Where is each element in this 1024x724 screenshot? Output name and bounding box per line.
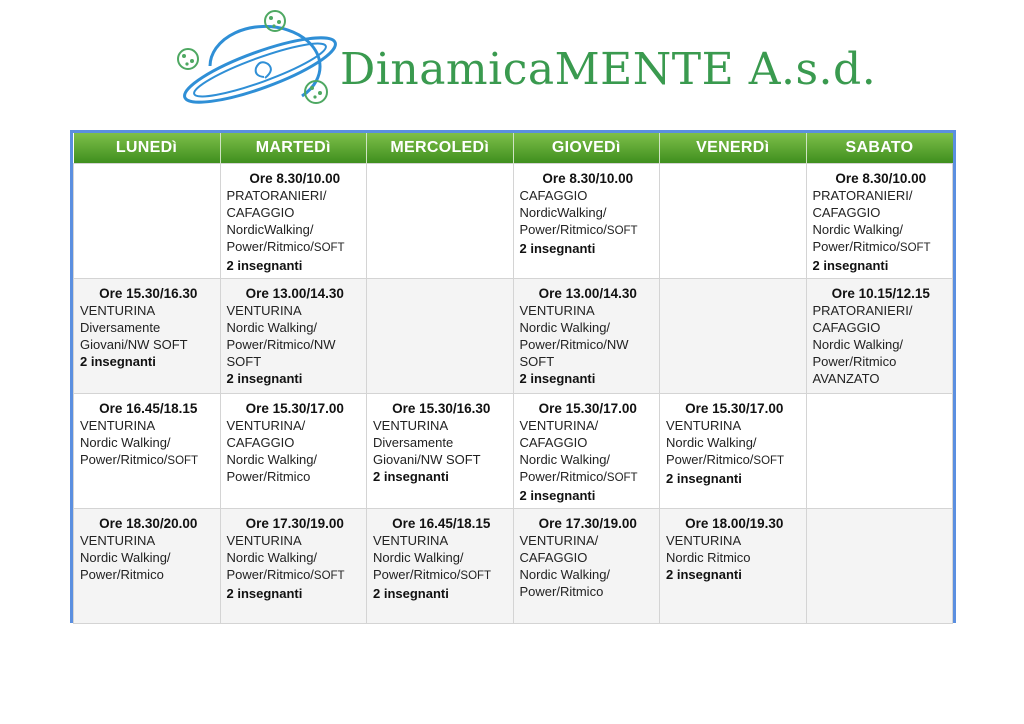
class-detail: CAFAGGIO: [812, 320, 881, 335]
class-detail: SOFT: [519, 354, 555, 369]
class-detail: VENTURINA: [80, 418, 156, 433]
schedule-row: [74, 509, 953, 624]
teacher-count: 2 insegnanti: [519, 488, 596, 503]
class-cell-saturday: [806, 394, 953, 509]
teacher-count: 2 insegnanti: [812, 258, 889, 273]
class-cell-saturday: [806, 509, 953, 624]
class-time: Ore 8.30/10.00: [835, 171, 927, 186]
class-cell-monday: [74, 394, 221, 509]
class-cell-friday: [660, 394, 807, 509]
class-detail-main: Power/Ritmico/: [226, 239, 314, 254]
class-time: Ore 8.30/10.00: [249, 171, 341, 186]
class-detail: CAFAGGIO: [519, 188, 588, 203]
day-header-tuesday: MARTEDì: [220, 133, 367, 164]
class-detail: Nordic Walking/: [80, 435, 171, 450]
class-detail-suffix: SOFT: [167, 455, 199, 467]
day-header-wednesday: MERCOLEDì: [367, 133, 514, 164]
class-detail: Nordic Walking/: [812, 337, 904, 352]
class-detail: PRATORANIERI/: [812, 188, 913, 203]
class-detail: Nordic Walking/: [226, 452, 318, 467]
brand-title: DinamicaMENTE A.s.d.: [340, 44, 877, 95]
class-time: Ore 17.30/19.00: [245, 516, 344, 531]
class-detail-suffix: SOFT: [606, 225, 638, 237]
class-detail-suffix: SOFT: [313, 570, 345, 582]
class-cell-thursday: [513, 279, 660, 394]
class-time: Ore 17.30/19.00: [538, 516, 637, 531]
class-detail: [373, 566, 510, 585]
class-cell-thursday: [513, 164, 660, 279]
class-detail: Nordic Ritmico: [666, 550, 751, 565]
class-cell-friday: [660, 164, 807, 279]
schedule-table: [73, 133, 953, 624]
class-detail-suffix: SOFT: [899, 242, 931, 254]
class-detail: [227, 238, 364, 257]
class-detail: Nordic Walking/: [519, 567, 611, 582]
class-time: Ore 15.30/17.00: [538, 401, 637, 416]
class-detail: Nordic Walking/: [226, 320, 318, 335]
class-cell-tuesday: [220, 394, 367, 509]
class-detail: VENTURINA: [666, 533, 742, 548]
class-detail: Nordic Walking/: [519, 452, 611, 467]
class-detail: VENTURINA/: [226, 418, 306, 433]
class-time: Ore 18.00/19.30: [685, 516, 784, 531]
class-detail: VENTURINA: [226, 533, 302, 548]
class-detail: CAFAGGIO: [226, 435, 295, 450]
class-cell-wednesday: [367, 394, 514, 509]
schedule-row: [74, 279, 953, 394]
class-detail: Nordic Walking/: [666, 435, 757, 450]
day-header-saturday: SABATO: [806, 133, 953, 164]
teacher-count: 2 insegnanti: [519, 241, 596, 256]
class-detail: Power/Ritmico: [812, 354, 897, 369]
class-cell-friday: [660, 279, 807, 394]
class-detail: [666, 451, 803, 470]
class-detail: VENTURINA: [80, 533, 156, 548]
teacher-count: 2 insegnanti: [666, 567, 742, 582]
class-cell-monday: [74, 509, 221, 624]
class-detail-suffix: SOFT: [753, 455, 785, 467]
class-detail: VENTURINA/: [519, 418, 599, 433]
class-detail: Nordic Walking/: [373, 550, 464, 565]
class-detail: Power/Ritmico/NW: [519, 337, 629, 352]
class-time: Ore 8.30/10.00: [542, 171, 634, 186]
class-time: Ore 13.00/14.30: [245, 286, 344, 301]
class-detail-main: Power/Ritmico/: [226, 567, 314, 582]
class-detail: VENTURINA: [80, 303, 156, 318]
class-detail: Power/Ritmico: [226, 469, 311, 484]
weekly-schedule: [70, 130, 956, 623]
schedule-body: [74, 164, 953, 624]
class-detail: NordicWalking/: [226, 222, 314, 237]
class-detail: PRATORANIERI/: [812, 303, 913, 318]
class-cell-tuesday: [220, 279, 367, 394]
class-time: Ore 16.45/18.15: [99, 401, 198, 416]
class-detail-suffix: SOFT: [460, 570, 492, 582]
class-detail: Giovani/NW SOFT: [373, 452, 481, 467]
class-detail: CAFAGGIO: [812, 205, 881, 220]
class-detail: VENTURINA: [226, 303, 302, 318]
class-time: Ore 15.30/16.30: [392, 401, 491, 416]
class-detail: PRATORANIERI/: [226, 188, 327, 203]
class-cell-wednesday: [367, 164, 514, 279]
class-cell-wednesday: [367, 509, 514, 624]
class-detail-main: Power/Ritmico/: [519, 469, 607, 484]
class-detail: CAFAGGIO: [519, 550, 588, 565]
schedule-row: [74, 394, 953, 509]
class-cell-saturday: [806, 164, 953, 279]
class-detail: AVANZATO: [812, 371, 880, 386]
class-detail: CAFAGGIO: [519, 435, 588, 450]
class-cell-monday: [74, 164, 221, 279]
class-cell-friday: [660, 509, 807, 624]
class-detail: Diversamente: [80, 320, 161, 335]
class-detail-suffix: SOFT: [313, 242, 345, 254]
class-time: Ore 15.30/16.30: [99, 286, 198, 301]
teacher-count: 2 insegnanti: [226, 258, 303, 273]
class-detail-main: Power/Ritmico/: [80, 452, 168, 467]
class-detail: Nordic Walking/: [80, 550, 171, 565]
class-detail: Giovani/NW SOFT: [80, 337, 188, 352]
class-time: Ore 10.15/12.15: [831, 286, 930, 301]
class-detail: Nordic Walking/: [226, 550, 318, 565]
teacher-count: 2 insegnanti: [373, 586, 449, 601]
class-detail-main: Power/Ritmico/: [519, 222, 607, 237]
class-detail: [520, 468, 657, 487]
class-detail: [227, 566, 364, 585]
class-cell-thursday: [513, 509, 660, 624]
teacher-count: 2 insegnanti: [226, 371, 303, 386]
class-detail: CAFAGGIO: [226, 205, 295, 220]
class-detail-main: Power/Ritmico/: [373, 567, 461, 582]
class-time: Ore 18.30/20.00: [99, 516, 198, 531]
class-detail-main: Power/Ritmico/: [666, 452, 754, 467]
class-detail: VENTURINA: [373, 533, 449, 548]
class-detail: Power/Ritmico: [80, 567, 164, 582]
day-header-row: [74, 133, 953, 164]
class-cell-tuesday: [220, 164, 367, 279]
class-detail: SOFT: [226, 354, 262, 369]
teacher-count: 2 insegnanti: [80, 354, 156, 369]
class-detail: VENTURINA/: [519, 533, 599, 548]
day-header-monday: LUNEDì: [74, 133, 221, 164]
class-cell-wednesday: [367, 279, 514, 394]
class-time: Ore 16.45/18.15: [392, 516, 491, 531]
class-detail: [520, 221, 657, 240]
class-cell-monday: [74, 279, 221, 394]
class-detail: Power/Ritmico: [519, 584, 604, 599]
class-time: Ore 15.30/17.00: [245, 401, 344, 416]
class-detail: VENTURINA: [666, 418, 742, 433]
teacher-count: 2 insegnanti: [519, 371, 596, 386]
class-cell-thursday: [513, 394, 660, 509]
class-detail-suffix: SOFT: [606, 472, 638, 484]
day-header-thursday: GIOVEDì: [513, 133, 660, 164]
class-time: Ore 13.00/14.30: [538, 286, 637, 301]
schedule-row: [74, 164, 953, 279]
day-header-friday: VENERDì: [660, 133, 807, 164]
class-time: Ore 15.30/17.00: [685, 401, 784, 416]
class-detail: VENTURINA: [519, 303, 595, 318]
class-detail: Power/Ritmico/NW: [226, 337, 336, 352]
class-detail: Diversamente: [373, 435, 454, 450]
class-cell-saturday: [806, 279, 953, 394]
class-detail: NordicWalking/: [519, 205, 607, 220]
class-detail: [80, 451, 217, 470]
teacher-count: 2 insegnanti: [373, 469, 449, 484]
class-detail: VENTURINA: [373, 418, 449, 433]
teacher-count: 2 insegnanti: [666, 471, 742, 486]
class-detail: Nordic Walking/: [812, 222, 904, 237]
class-cell-tuesday: [220, 509, 367, 624]
class-detail: Nordic Walking/: [519, 320, 611, 335]
class-detail-main: Power/Ritmico/: [812, 239, 900, 254]
class-detail: [813, 238, 950, 257]
teacher-count: 2 insegnanti: [226, 586, 303, 601]
